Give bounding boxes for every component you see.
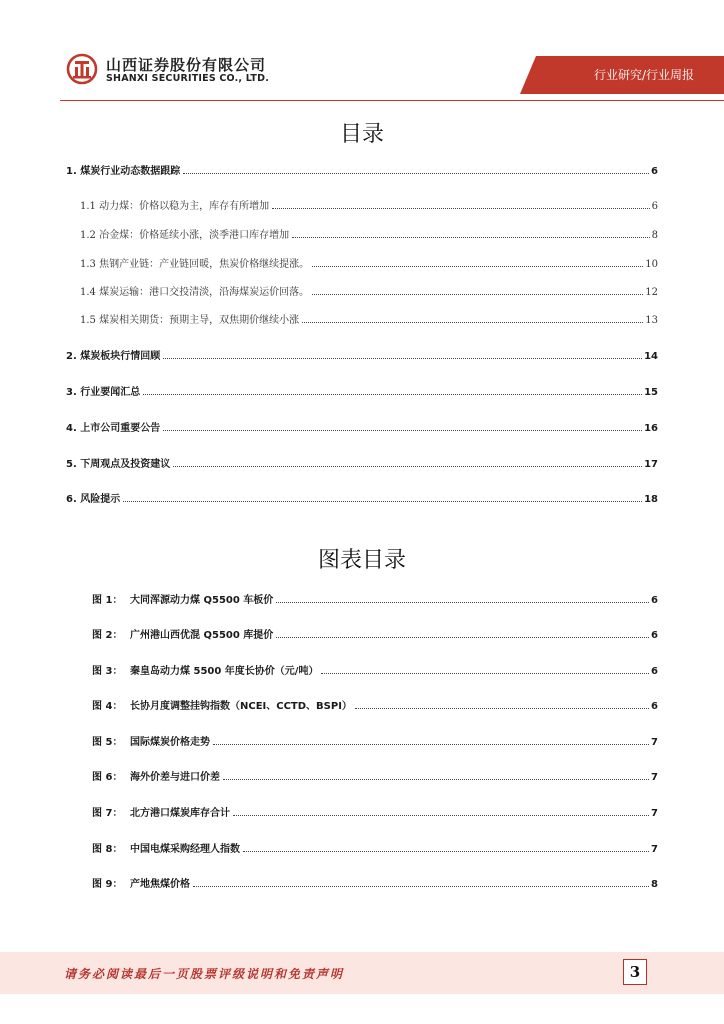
dot-leader	[173, 458, 642, 467]
figure-page: 6	[651, 630, 658, 641]
toc-entry-text: 6. 风险提示	[66, 494, 121, 505]
figure-caption: 长协月度调整挂钩指数（NCEI、CCTD、BSPI）	[130, 701, 352, 712]
toc-entry[interactable]	[66, 493, 658, 507]
figure-caption: 北方港口煤炭库存合计	[130, 808, 230, 819]
toc-entry-text: 1.4 煤炭运输：港口交投清淡，沿海煤炭运价回落。	[80, 287, 310, 298]
toc-entry[interactable]	[80, 314, 658, 328]
toc-entry-page: 6	[651, 201, 658, 212]
dot-leader	[213, 736, 649, 745]
figure-label: 图 5：	[92, 737, 123, 748]
toc-entry[interactable]	[80, 258, 658, 272]
toc-entry-page: 17	[644, 459, 658, 470]
toc-title: 目录	[339, 122, 384, 147]
toc-entry-text: 1.5 煤炭相关期货：预期主导，双焦期价继续小涨	[80, 315, 300, 326]
toc-entry-page: 16	[644, 423, 658, 434]
report-type-label: 行业研究/行业周报	[593, 68, 694, 82]
page-header	[0, 0, 724, 110]
company-name-en: SHANXI SECURITIES CO., LTD.	[106, 73, 270, 84]
toc-entry[interactable]	[66, 386, 658, 400]
toc-entry[interactable]	[66, 350, 658, 364]
dot-leader	[276, 594, 649, 603]
toc-entry-page: 6	[651, 166, 658, 177]
company-logo-icon	[66, 53, 98, 85]
toc-entry-text: 1.3 焦钢产业链：产业链回暖，焦炭价格继续提涨。	[80, 259, 310, 270]
page-footer	[0, 952, 724, 994]
figure-page: 7	[651, 808, 658, 819]
dot-leader	[223, 771, 649, 780]
dot-leader	[312, 258, 643, 267]
figure-entry[interactable]	[92, 700, 658, 714]
dot-leader	[321, 665, 649, 674]
dot-leader	[143, 386, 642, 395]
figure-entry[interactable]	[92, 594, 658, 608]
dot-leader	[272, 200, 650, 209]
dot-leader	[163, 350, 642, 359]
figure-page: 7	[651, 737, 658, 748]
figure-entry[interactable]	[92, 736, 658, 750]
toc-entry-page: 14	[644, 351, 658, 362]
figure-caption: 广州港山西优混 Q5500 库提价	[130, 630, 274, 641]
toc-entry[interactable]	[80, 200, 658, 214]
figure-entry[interactable]	[92, 878, 658, 892]
figure-caption: 海外价差与进口价差	[130, 772, 220, 783]
figure-entry[interactable]	[92, 807, 658, 821]
figure-page: 6	[651, 666, 658, 677]
figure-entry[interactable]	[92, 771, 658, 785]
toc-entry[interactable]	[66, 165, 658, 179]
figure-label: 图 4：	[92, 701, 123, 712]
toc-entry[interactable]	[80, 286, 658, 300]
dot-leader	[302, 314, 643, 323]
toc-entry-text: 2. 煤炭板块行情回顾	[66, 351, 161, 362]
toc-entry[interactable]	[66, 422, 658, 436]
toc-entry-text: 5. 下周观点及投资建议	[66, 459, 171, 470]
figure-caption: 大同浑源动力煤 Q5500 车板价	[130, 595, 274, 606]
figure-label: 图 3：	[92, 666, 123, 677]
disclaimer-text: 请务必阅读最后一页股票评级说明和免责声明	[64, 967, 345, 981]
header-divider	[60, 100, 724, 101]
figure-caption: 国际煤炭价格走势	[130, 737, 210, 748]
figure-entry[interactable]	[92, 665, 658, 679]
figure-label: 图 8：	[92, 844, 123, 855]
toc-entry-page: 13	[645, 315, 658, 326]
dot-leader	[312, 286, 643, 295]
toc-entry-page: 12	[645, 287, 658, 298]
figure-page: 7	[651, 772, 658, 783]
figure-label: 图 2：	[92, 630, 123, 641]
figure-entry[interactable]	[92, 843, 658, 857]
page-number: 3	[623, 959, 647, 985]
dot-leader	[163, 422, 642, 431]
toc-entry-text: 1.1 动力煤：价格以稳为主，库存有所增加	[80, 201, 270, 212]
toc-entry-page: 10	[645, 259, 658, 270]
figure-page: 6	[651, 595, 658, 606]
figure-caption: 产地焦煤价格	[130, 879, 190, 890]
toc-entry-text: 3. 行业要闻汇总	[66, 387, 141, 398]
figure-list-title: 图表目录	[317, 548, 406, 573]
dot-leader	[233, 807, 649, 816]
toc-entry[interactable]	[80, 229, 658, 243]
dot-leader	[183, 165, 649, 174]
figure-page: 6	[651, 701, 658, 712]
toc-entry-text: 1.2 冶金煤：价格延续小涨，淡季港口库存增加	[80, 230, 290, 241]
figure-page: 8	[651, 879, 658, 890]
figure-label: 图 6：	[92, 772, 123, 783]
dot-leader	[243, 843, 649, 852]
toc-entry-page: 18	[644, 494, 658, 505]
figure-label: 图 9：	[92, 879, 123, 890]
figure-label: 图 7：	[92, 808, 123, 819]
toc-entry-text: 1. 煤炭行业动态数据跟踪	[66, 166, 181, 177]
toc-entry-page: 15	[644, 387, 658, 398]
figure-caption: 中国电煤采购经理人指数	[130, 844, 240, 855]
toc-entry-page: 8	[651, 230, 658, 241]
figure-page: 7	[651, 844, 658, 855]
figure-label: 图 1：	[92, 595, 123, 606]
figure-entry[interactable]	[92, 629, 658, 643]
company-name-cn: 山西证券股份有限公司	[106, 56, 267, 74]
dot-leader	[355, 700, 649, 709]
figure-caption: 秦皇岛动力煤 5500 年度长协价（元/吨）	[130, 666, 319, 677]
toc-entry-text: 4. 上市公司重要公告	[66, 423, 161, 434]
dot-leader	[276, 629, 649, 638]
toc-entry[interactable]	[66, 458, 658, 472]
dot-leader	[123, 493, 642, 502]
dot-leader	[193, 878, 649, 887]
dot-leader	[292, 229, 650, 238]
